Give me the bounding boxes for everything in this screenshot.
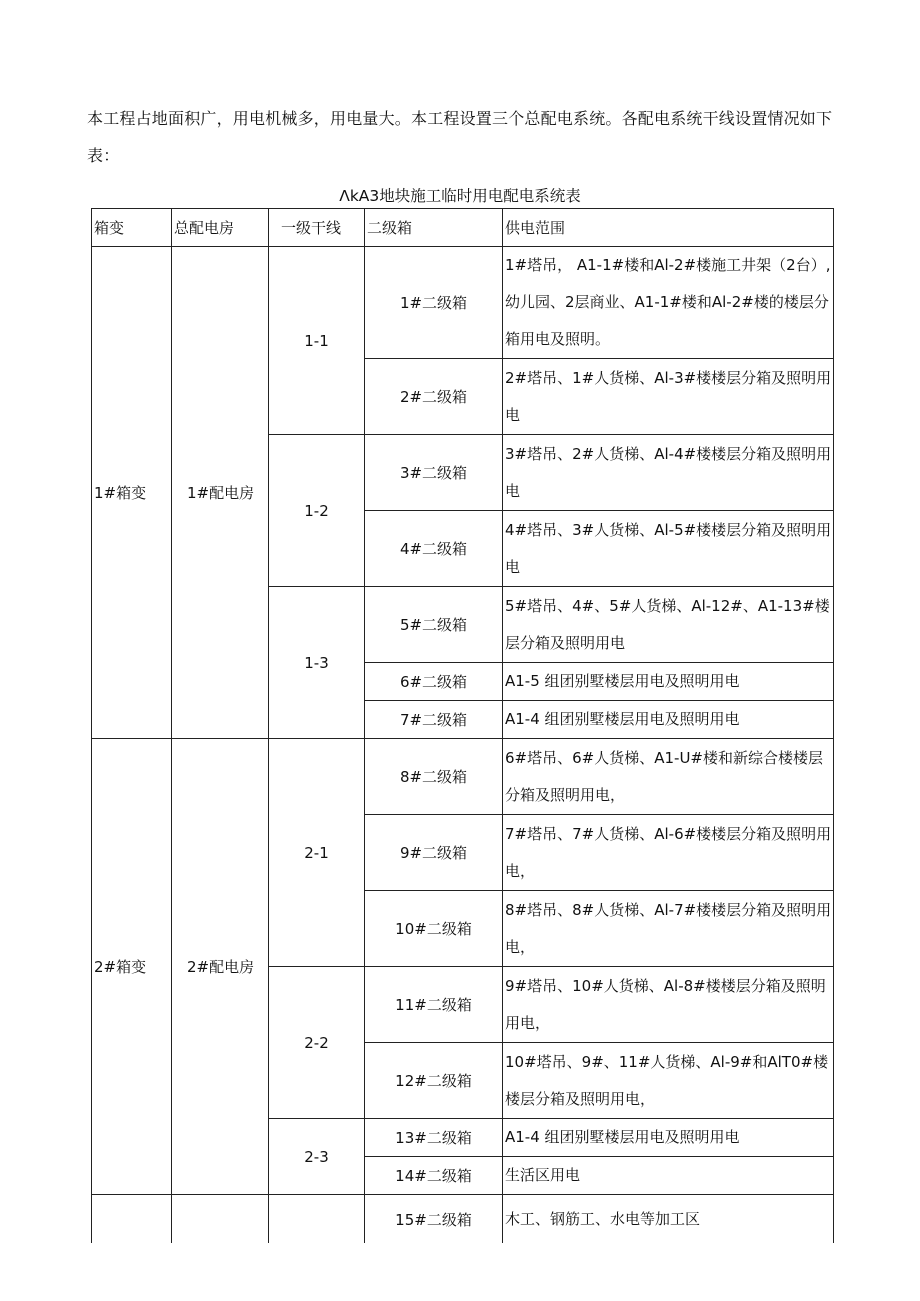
primary-line-cell: 1-2 <box>269 435 365 587</box>
secondary-box-cell: 6#二级箱 <box>365 663 503 701</box>
intro-paragraph: 本工程占地面积广，用电机械多，用电量大。本工程设置三个总配电系统。各配电系统干线设置情况如下表： <box>87 109 833 165</box>
supply-range-cell: 8#塔吊、8#人货梯、Al-7#楼楼层分箱及照明用电， <box>503 891 834 967</box>
supply-range-cell: A1-5 组团别墅楼层用电及照明用电 <box>503 663 834 701</box>
supply-range-cell: 4#塔吊、3#人货梯、Al-5#楼楼层分箱及照明用电 <box>503 511 834 587</box>
secondary-box-cell: 15#二级箱 <box>365 1195 503 1244</box>
secondary-box-cell: 12#二级箱 <box>365 1043 503 1119</box>
supply-range-cell: 2#塔吊、1#人货梯、Al-3#楼楼层分箱及照明用电 <box>503 359 834 435</box>
supply-range-cell: 5#塔吊、4#、5#人货梯、Al-12#、A1-13#楼层分箱及照明用电 <box>503 587 834 663</box>
secondary-box-cell: 14#二级箱 <box>365 1157 503 1195</box>
secondary-box-cell: 3#二级箱 <box>365 435 503 511</box>
header-transformer: 箱变 <box>92 209 172 247</box>
primary-line-cell: 2-1 <box>269 739 365 967</box>
secondary-box-cell: 11#二级箱 <box>365 967 503 1043</box>
supply-range-cell: 1#塔吊， A1-1#楼和Al-2#楼施工井架（2台）, 幼儿园、2层商业、A1-1#楼和Al-2#楼的楼层分箱用电及照明。 <box>503 247 834 359</box>
primary-line-cell: 2-3 <box>269 1119 365 1195</box>
supply-range-cell: 9#塔吊、10#人货梯、Al-8#楼楼层分箱及照明用电， <box>503 967 834 1043</box>
secondary-box-cell: 9#二级箱 <box>365 815 503 891</box>
table-row <box>92 739 834 815</box>
table-caption: ΛkA3地块施工临时用电配电系统表 <box>339 187 581 205</box>
supply-range-cell: 6#塔吊、6#人货梯、A1-U#楼和新综合楼楼层分箱及照明用电， <box>503 739 834 815</box>
supply-range-cell: A1-4 组团别墅楼层用电及照明用电 <box>503 1119 834 1157</box>
transformer-cell <box>92 1195 172 1244</box>
transformer-cell: 1#箱变 <box>92 247 172 739</box>
table-row <box>92 247 834 359</box>
main-room-cell: 2#配电房 <box>172 739 269 1195</box>
secondary-box-cell: 7#二级箱 <box>365 701 503 739</box>
supply-range-cell: 生活区用电 <box>503 1157 834 1195</box>
main-room-cell: 1#配电房 <box>172 247 269 739</box>
supply-range-cell: A1-4 组团别墅楼层用电及照明用电 <box>503 701 834 739</box>
primary-line-cell: 1-3 <box>269 587 365 739</box>
secondary-box-cell: 4#二级箱 <box>365 511 503 587</box>
primary-line-cell <box>269 1195 365 1244</box>
secondary-box-cell: 2#二级箱 <box>365 359 503 435</box>
header-main-room: 总配电房 <box>172 209 269 247</box>
primary-line-cell: 1-1 <box>269 247 365 435</box>
secondary-box-cell: 13#二级箱 <box>365 1119 503 1157</box>
primary-line-cell: 2-2 <box>269 967 365 1119</box>
supply-range-cell: 7#塔吊、7#人货梯、Al-6#楼楼层分箱及照明用电， <box>503 815 834 891</box>
secondary-box-cell: 8#二级箱 <box>365 739 503 815</box>
header-secondary-box: 二级箱 <box>365 209 503 247</box>
header-primary-line: 一级干线 <box>269 209 365 247</box>
header-supply-range: 供电范围 <box>503 209 834 247</box>
secondary-box-cell: 5#二级箱 <box>365 587 503 663</box>
power-distribution-table <box>91 208 834 1243</box>
transformer-cell: 2#箱变 <box>92 739 172 1195</box>
main-room-cell <box>172 1195 269 1244</box>
supply-range-cell: 10#塔吊、9#、11#人货梯、Al-9#和AlT0#楼楼层分箱及照明用电， <box>503 1043 834 1119</box>
table-header-row <box>92 209 834 247</box>
secondary-box-cell: 10#二级箱 <box>365 891 503 967</box>
supply-range-cell: 木工、钢筋工、水电等加工区 <box>503 1195 834 1244</box>
secondary-box-cell: 1#二级箱 <box>365 247 503 359</box>
table-row <box>92 1195 834 1244</box>
supply-range-cell: 3#塔吊、2#人货梯、Al-4#楼楼层分箱及照明用电 <box>503 435 834 511</box>
